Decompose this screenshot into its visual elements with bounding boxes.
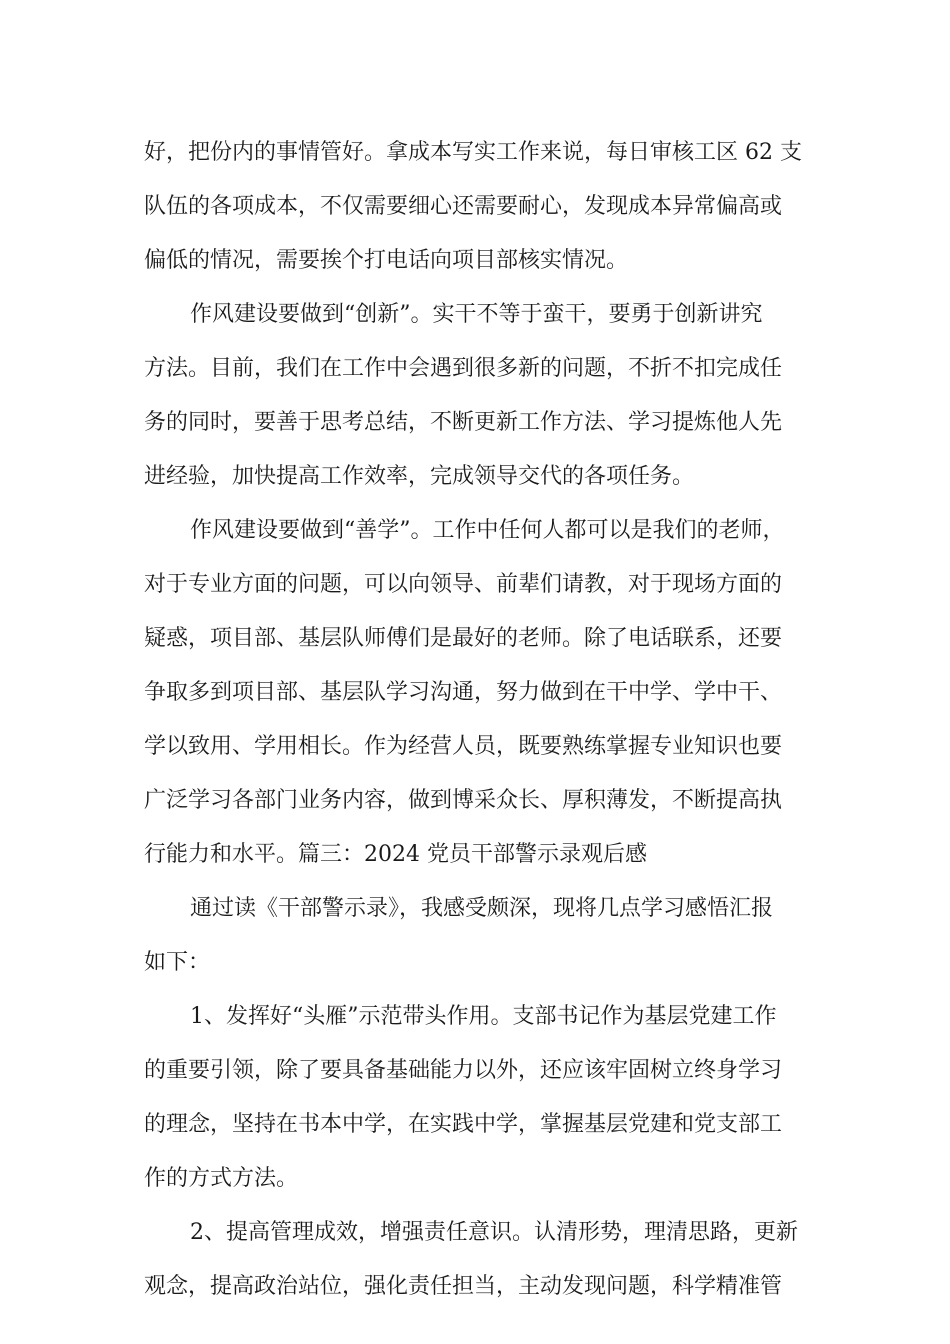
text-line: 作风建设要做到“善学”。工作中任何人都可以是我们的老师， [190,518,785,543]
text-line: 1、发挥好“头雁”示范带头作用。支部书记作为基层党建工作 [190,1004,777,1029]
text-line: 偏低的情况，需要挨个打电话向项目部核实情况。 [144,248,629,273]
text-line: 的重要引领，除了要具备基础能力以外，还应该牢固树立终身学习 [144,1058,783,1083]
text-line: 好，把份内的事情管好。拿成本写实工作来说，每日审核工区 62 支 [144,140,802,165]
text-line: 观念，提高政治站位，强化责任担当，主动发现问题，科学精准管 [144,1274,783,1299]
text-line: 行能力和水平。篇三：2024 党员干部警示录观后感 [144,842,647,867]
text-line: 如下： [144,950,211,975]
text-line: 通过读《干部警示录》，我感受颇深，现将几点学习感悟汇报 [190,896,774,921]
text-line: 疑惑，项目部、基层队师傅们是最好的老师。除了电话联系，还要 [144,626,783,651]
text-line: 方法。目前，我们在工作中会遇到很多新的问题，不折不扣完成任 [144,356,783,381]
document-body-text [144,126,812,1314]
text-line: 广泛学习各部门业务内容，做到博采众长、厚积薄发，不断提高执 [144,788,783,813]
text-line: 2、提高管理成效，增强责任意识。认清形势，理清思路，更新 [190,1220,798,1245]
text-line: 作的方式方法。 [144,1166,299,1191]
text-line: 队伍的各项成本，不仅需要细心还需要耐心，发现成本异常偏高或 [144,194,783,219]
text-line: 务的同时，要善于思考总结，不断更新工作方法、学习提炼他人先 [144,410,783,435]
text-line: 学以致用、学用相长。作为经营人员，既要熟练掌握专业知识也要 [144,734,783,759]
text-line: 对于专业方面的问题，可以向领导、前辈们请教，对于现场方面的 [144,572,783,597]
text-line: 的理念，坚持在书本中学，在实践中学，掌握基层党建和党支部工 [144,1112,783,1137]
text-line: 争取多到项目部、基层队学习沟通，努力做到在干中学、学中干、 [144,680,783,705]
text-line: 进经验，加快提高工作效率，完成领导交代的各项任务。 [144,464,695,489]
text-line: 作风建设要做到“创新”。实干不等于蛮干，要勇于创新讲究 [190,302,763,327]
